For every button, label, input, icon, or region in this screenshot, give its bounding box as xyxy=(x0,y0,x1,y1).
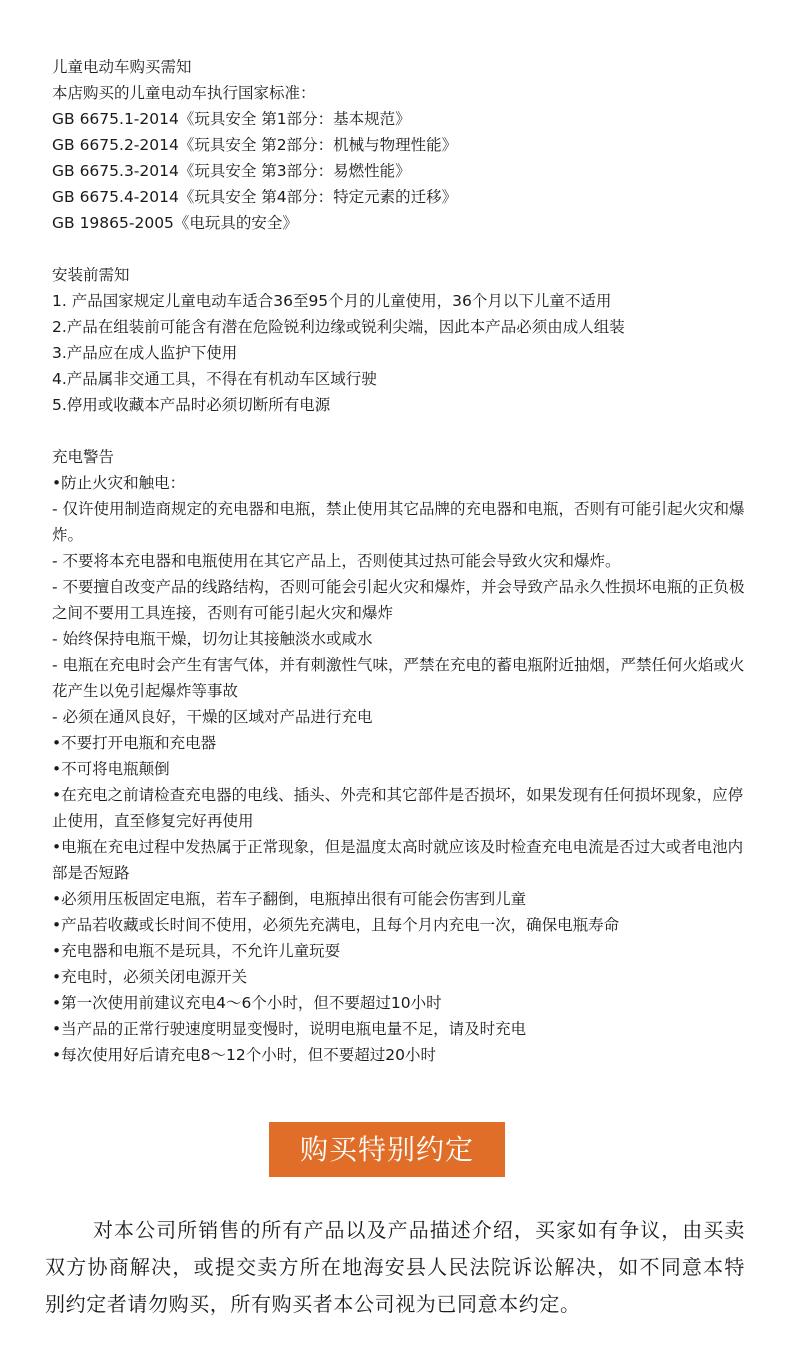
charging-item: •充电器和电瓶不是玩具，不允许儿童玩耍 xyxy=(52,942,341,960)
standards-section xyxy=(52,54,752,236)
install-item: 1. 产品国家规定儿童电动车适合36至95个月的儿童使用，36个月以下儿童不适用 xyxy=(52,292,612,310)
standards-intro: 本店购买的儿童电动车执行国家标准： xyxy=(52,84,316,102)
section-gap xyxy=(52,418,752,444)
charging-item: •必须用压板固定电瓶，若车子翻倒，电瓶掉出很有可能会伤害到儿童 xyxy=(52,890,527,908)
charging-item: •电瓶在充电过程中发热属于正常现象，但是温度太高时就应该及时检查充电电流是否过大或者电池内部是否短路 xyxy=(52,838,744,882)
charging-item: •当产品的正常行驶速度明显变慢时，说明电瓶电量不足，请及时充电 xyxy=(52,1020,527,1038)
charging-item: •充电时，必须关闭电源开关 xyxy=(52,968,248,986)
charging-section xyxy=(52,444,752,1068)
standard-item: GB 6675.1-2014《玩具安全 第1部分：基本规范》 xyxy=(52,110,411,128)
charging-item: - 不要将本充电器和电瓶使用在其它产品上，否则使其过热可能会导致火灾和爆炸。 xyxy=(52,552,621,570)
standard-item: GB 6675.2-2014《玩具安全 第2部分：机械与物理性能》 xyxy=(52,136,458,154)
charging-title: 充电警告 xyxy=(52,448,115,466)
charging-item: •每次使用好后请充电8～12个小时，但不要超过20小时 xyxy=(52,1046,436,1064)
install-item: 2.产品在组装前可能含有潜在危险锐利边缘或锐利尖端，因此本产品必须由成人组装 xyxy=(52,318,625,336)
charging-item: - 不要擅自改变产品的线路结构，否则可能会引起火灾和爆炸，并会导致产品永久性损坏电瓶的正负极之间不要用工具连接，否则有可能引起火灾和爆炸 xyxy=(52,578,745,622)
special-agreement-header: 购买特别约定 xyxy=(269,1122,505,1177)
charging-item: •第一次使用前建议充电4～6个小时，但不要超过10小时 xyxy=(52,994,442,1012)
install-item: 4.产品属非交通工具，不得在有机动车区域行驶 xyxy=(52,370,377,388)
charging-item: •防止火灾和触电： xyxy=(52,474,186,492)
standards-title: 儿童电动车购买需知 xyxy=(52,58,192,76)
section-gap xyxy=(52,236,752,262)
charging-item: - 仅许使用制造商规定的充电器和电瓶，禁止使用其它品牌的充电器和电瓶，否则有可能引起火灾和爆炸。 xyxy=(52,500,745,544)
install-section xyxy=(52,262,752,418)
standard-item: GB 6675.4-2014《玩具安全 第4部分：特定元素的迁移》 xyxy=(52,188,458,206)
charging-item: - 电瓶在充电时会产生有害气体，并有刺激性气味，严禁在充电的蓄电瓶附近抽烟，严禁任何火焰或火花产生以免引起爆炸等事故 xyxy=(52,656,745,700)
charging-item: - 始终保持电瓶干燥，切勿让其接触淡水或咸水 xyxy=(52,630,373,648)
special-agreement-body: 对本公司所销售的所有产品以及产品描述介绍，买家如有争议，由买卖双方协商解决，或提交卖方所在地海安县人民法院诉讼解决，如不同意本特别约定者请勿购买，所有购买者本公司视为已同意本约定。 xyxy=(45,1218,745,1316)
standard-item: GB 19865-2005《电玩具的安全》 xyxy=(52,214,298,232)
product-notice-document xyxy=(52,54,752,1068)
install-item: 3.产品应在成人监护下使用 xyxy=(52,344,238,362)
charging-item: •不可将电瓶颠倒 xyxy=(52,760,170,778)
charging-item: - 必须在通风良好，干燥的区域对产品进行充电 xyxy=(52,708,373,726)
install-title: 安装前需知 xyxy=(52,266,130,284)
charging-item: •在充电之前请检查充电器的电线、插头、外壳和其它部件是否损坏，如果发现有任何损坏现象，应停止使用，直至修复完好再使用 xyxy=(52,786,744,830)
install-item: 5.停用或收藏本产品时必须切断所有电源 xyxy=(52,396,331,414)
charging-item: •产品若收藏或长时间不使用，必须先充满电，且每个月内充电一次，确保电瓶寿命 xyxy=(52,916,620,934)
charging-item: •不要打开电瓶和充电器 xyxy=(52,734,217,752)
standard-item: GB 6675.3-2014《玩具安全 第3部分：易燃性能》 xyxy=(52,162,411,180)
